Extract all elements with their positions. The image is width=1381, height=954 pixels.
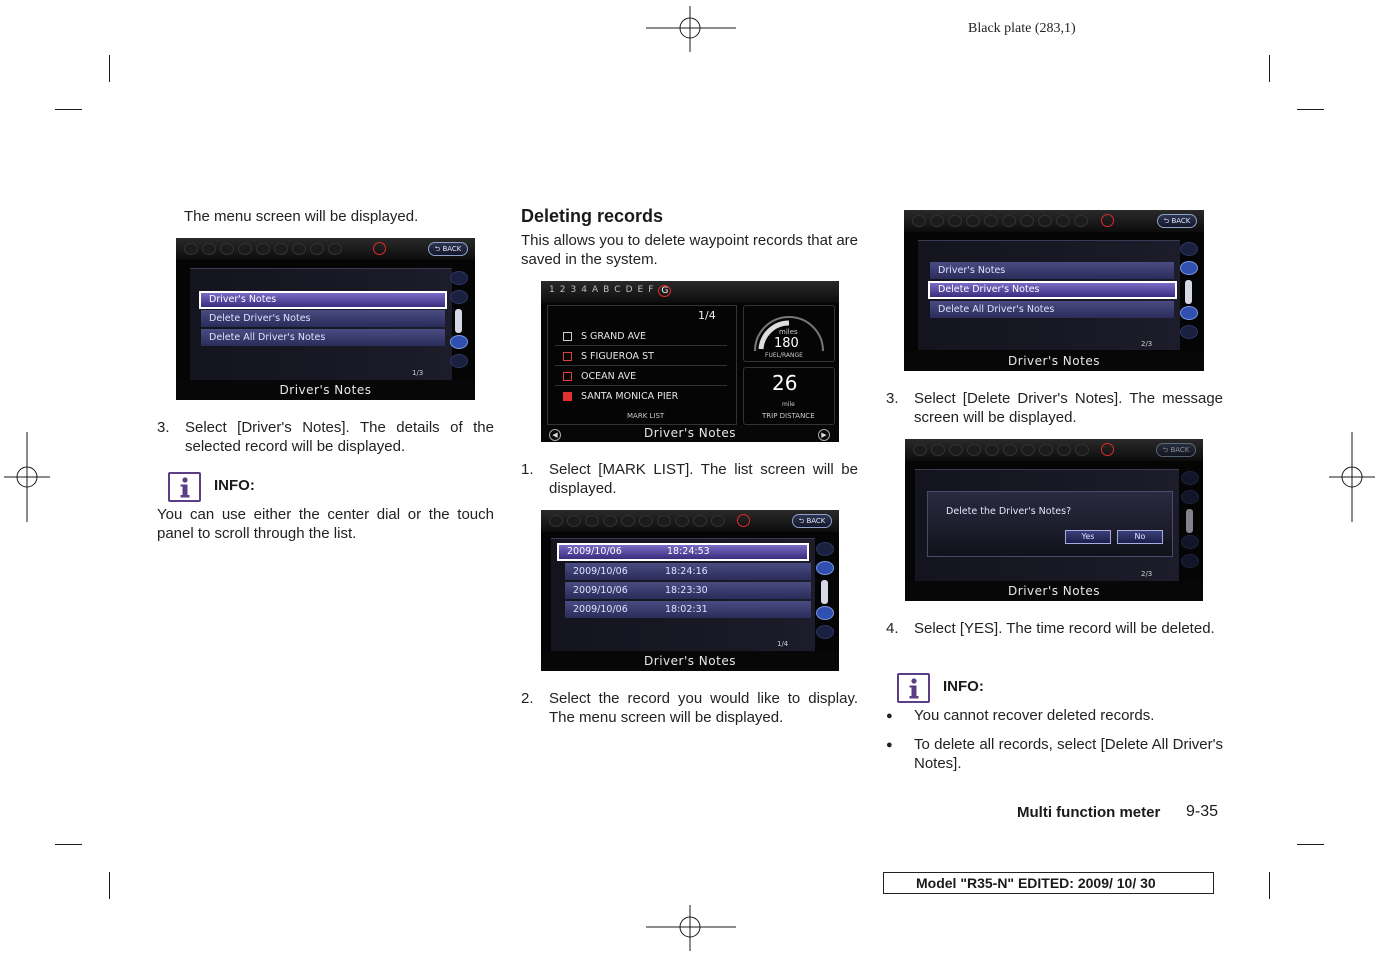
record-row[interactable]	[565, 582, 811, 599]
registration-mark-icon	[4, 432, 50, 522]
flag-icon	[563, 392, 572, 401]
trip-value: 26	[772, 371, 798, 395]
yes-button[interactable]: Yes	[1065, 530, 1111, 544]
back-label: BACK	[1170, 446, 1190, 454]
col1-step-3	[157, 419, 494, 459]
back-button[interactable]	[792, 514, 832, 528]
scrollbar[interactable]	[450, 271, 468, 371]
red-circle-icon	[373, 242, 386, 255]
step-number: 3.	[157, 419, 170, 436]
red-circle-icon	[737, 514, 750, 527]
record-time: 18:24:16	[665, 566, 708, 577]
back-arrow-icon: ⮌	[798, 517, 805, 525]
list-item-label: S GRAND AVE	[581, 331, 646, 342]
menu-item-delete-all-drivers-notes[interactable]: Delete All Driver's Notes	[930, 301, 1174, 318]
prev-arrow-icon[interactable]: ◀	[549, 429, 561, 441]
screen-topbar	[904, 210, 1204, 232]
scroll-down-icon[interactable]	[450, 335, 468, 349]
record-time: 18:23:30	[665, 585, 708, 596]
record-row[interactable]	[565, 563, 811, 580]
dialog-question: Delete the Driver's Notes?	[946, 506, 1072, 517]
screenshot-menu-2	[904, 210, 1204, 371]
record-row[interactable]	[557, 543, 809, 561]
scroll-top-icon	[450, 271, 468, 285]
step-number: 1.	[521, 461, 534, 478]
alphabet-tab[interactable]: B	[603, 285, 610, 295]
list-item[interactable]	[555, 347, 727, 366]
model-edited-box: Model "R35-N" EDITED: 2009/ 10/ 30	[883, 872, 1214, 894]
screenshot-record-list	[541, 510, 839, 671]
back-button[interactable]	[1156, 443, 1196, 457]
menu-item-drivers-notes[interactable]: Driver's Notes	[930, 262, 1174, 279]
info-icon	[168, 472, 201, 502]
red-circle-icon	[1101, 214, 1114, 227]
registration-mark-icon	[646, 6, 736, 52]
flag-icon	[563, 332, 572, 341]
info-label: INFO:	[214, 477, 255, 494]
col2-step-2	[521, 690, 858, 730]
crop-mark	[1297, 844, 1324, 845]
scroll-thumb[interactable]	[1186, 509, 1193, 533]
next-arrow-icon[interactable]: ▶	[818, 429, 830, 441]
scroll-thumb[interactable]	[455, 309, 462, 333]
gauge-unit: miles	[779, 328, 798, 336]
alphabet-tab[interactable]: C	[614, 285, 621, 295]
scroll-down-icon[interactable]	[1181, 535, 1199, 549]
status-dots	[184, 243, 342, 255]
plate-label: Black plate (283,1)	[968, 21, 1076, 36]
scroll-up-icon[interactable]	[816, 561, 834, 575]
confirm-dialog	[927, 491, 1173, 557]
col1-info-header	[168, 472, 288, 502]
page-indicator: 2/3	[1141, 340, 1153, 348]
scroll-bottom-icon	[1180, 325, 1198, 339]
col3-step-3	[886, 390, 1223, 430]
record-date: 2009/10/06	[573, 566, 628, 577]
gauge-value: 180	[774, 336, 799, 351]
crop-mark	[1269, 872, 1270, 899]
record-date: 2009/10/06	[573, 604, 628, 615]
step-text: Select [MARK LIST]. The list screen will be displayed.	[549, 461, 858, 497]
alphabet-tab[interactable]: 3	[570, 285, 577, 295]
back-arrow-icon: ⮌	[1163, 217, 1170, 225]
scroll-bottom-icon	[816, 625, 834, 639]
screen-title: Driver's Notes	[176, 380, 475, 400]
step-number: 4.	[886, 620, 899, 637]
alphabet-tab[interactable]: D	[625, 285, 633, 295]
step-text: Select [YES]. The time record will be deleted.	[914, 620, 1215, 637]
scroll-up-icon[interactable]	[1180, 261, 1198, 275]
step-text: Select the record you would like to display. The menu screen will be displayed.	[549, 690, 858, 726]
alphabet-tabs	[549, 285, 671, 297]
registration-mark-icon	[646, 905, 736, 951]
trip-label: TRIP DISTANCE	[762, 412, 815, 420]
page-indicator: 2/3	[1141, 570, 1153, 578]
bullet-icon: ●	[886, 710, 893, 722]
menu-item-delete-drivers-notes[interactable]: Delete Driver's Notes	[201, 310, 445, 327]
screenshot-menu-1	[176, 238, 475, 400]
crop-mark	[55, 109, 82, 110]
info-label: INFO:	[943, 678, 984, 695]
back-arrow-icon: ⮌	[434, 245, 441, 253]
screen-title: Driver's Notes	[905, 581, 1203, 601]
bullet-text: You cannot recover deleted records.	[914, 707, 1155, 724]
back-button[interactable]	[1157, 214, 1197, 228]
col2-step-1	[521, 461, 858, 501]
footer-section-title: Multi function meter	[1017, 804, 1161, 821]
list-item-label: S FIGUEROA ST	[581, 351, 654, 362]
menu-item-drivers-notes[interactable]: Driver's Notes	[199, 291, 447, 309]
crop-mark	[109, 55, 110, 82]
scroll-down-icon[interactable]	[1180, 306, 1198, 320]
list-item-label: SANTA MONICA PIER	[581, 391, 679, 402]
col1-intro: The menu screen will be displayed.	[184, 208, 419, 225]
trip-unit: mile	[782, 401, 795, 408]
alphabet-tab[interactable]: G	[658, 285, 671, 297]
crop-mark	[1269, 55, 1270, 82]
back-button[interactable]	[428, 242, 468, 256]
back-label: BACK	[806, 517, 826, 525]
screen-topbar	[905, 439, 1203, 461]
crop-mark	[1297, 109, 1324, 110]
scroll-top-icon	[816, 542, 834, 556]
col2-intro: This allows you to delete waypoint records that are saved in the system.	[521, 232, 858, 268]
record-row[interactable]	[565, 601, 811, 618]
scroll-bottom-icon	[1181, 554, 1199, 568]
info-icon	[897, 673, 930, 703]
scroll-down-icon[interactable]	[816, 606, 834, 620]
scroll-thumb[interactable]	[1185, 280, 1192, 304]
scroll-up-icon[interactable]	[1181, 490, 1199, 504]
status-dots	[549, 515, 725, 527]
scrollbar[interactable]	[1181, 471, 1199, 571]
col3-info-header	[897, 673, 1017, 703]
menu-item-delete-all-drivers-notes[interactable]: Delete All Driver's Notes	[201, 329, 445, 346]
alphabet-tab[interactable]: A	[591, 285, 599, 295]
crop-mark	[55, 844, 82, 845]
back-label: BACK	[1171, 217, 1191, 225]
step-number: 3.	[886, 390, 899, 407]
crop-mark	[109, 872, 110, 899]
footer-page-number: 9-35	[1186, 803, 1219, 820]
section-heading: Deleting records	[521, 206, 664, 226]
info-bullet	[886, 736, 1223, 776]
page-indicator: 1/4	[698, 309, 716, 322]
gauge-label: FUEL/RANGE	[765, 352, 803, 359]
marker-icon	[563, 372, 572, 381]
no-button[interactable]: No	[1117, 530, 1163, 544]
page-indicator: 1/3	[412, 369, 424, 377]
scroll-thumb[interactable]	[821, 580, 828, 604]
scroll-top-icon	[1181, 471, 1199, 485]
screen-topbar	[176, 238, 475, 260]
alphabet-tab[interactable]: E	[637, 285, 644, 295]
page-indicator: 1/4	[777, 640, 789, 648]
screen-topbar	[541, 510, 839, 532]
record-time: 18:24:53	[667, 546, 710, 557]
screen-title: Driver's Notes	[541, 651, 839, 671]
back-label: BACK	[442, 245, 462, 253]
alphabet-tab[interactable]: 2	[559, 285, 566, 295]
record-date: 2009/10/06	[567, 546, 622, 557]
screenshot-mark-list	[541, 281, 839, 442]
list-item[interactable]	[555, 387, 727, 406]
screen-topbar	[541, 281, 839, 303]
status-dots	[913, 444, 1089, 456]
back-arrow-icon: ⮌	[1162, 446, 1169, 454]
list-item[interactable]	[555, 367, 727, 386]
step-text: Select [Driver's Notes]. The details of the selected record will be displayed.	[185, 419, 494, 455]
col3-step-4	[886, 620, 1223, 660]
mark-list-label: MARK LIST	[627, 412, 665, 420]
step-text: Select [Delete Driver's Notes]. The message screen will be displayed.	[914, 390, 1223, 426]
marker-icon	[563, 352, 572, 361]
scroll-up-icon[interactable]	[450, 290, 468, 304]
col1-info-text: You can use either the center dial or the touch panel to scroll through the list.	[157, 506, 494, 542]
info-bullet	[886, 707, 1223, 727]
screen-title: Driver's Notes	[904, 351, 1204, 371]
menu-item-delete-drivers-notes[interactable]: Delete Driver's Notes	[928, 281, 1177, 299]
scrollbar[interactable]	[816, 542, 834, 642]
scrollbar[interactable]	[1180, 242, 1198, 342]
bullet-icon: ●	[886, 739, 893, 751]
scroll-bottom-icon	[450, 354, 468, 368]
screenshot-delete-confirm	[905, 439, 1203, 601]
scroll-top-icon	[1180, 242, 1198, 256]
red-circle-icon	[1101, 443, 1114, 456]
bullet-text: To delete all records, select [Delete All Driver's Notes].	[914, 736, 1223, 772]
alphabet-tab[interactable]: F	[648, 285, 654, 295]
record-date: 2009/10/06	[573, 585, 628, 596]
status-dots	[912, 215, 1088, 227]
alphabet-tab[interactable]: 1	[549, 285, 555, 295]
list-item[interactable]	[555, 327, 727, 346]
alphabet-tab[interactable]: 4	[581, 285, 587, 295]
step-number: 2.	[521, 690, 534, 707]
record-time: 18:02:31	[665, 604, 708, 615]
screen-title: Driver's Notes	[541, 425, 839, 442]
registration-mark-icon	[1329, 432, 1375, 522]
list-item-label: OCEAN AVE	[581, 371, 637, 382]
